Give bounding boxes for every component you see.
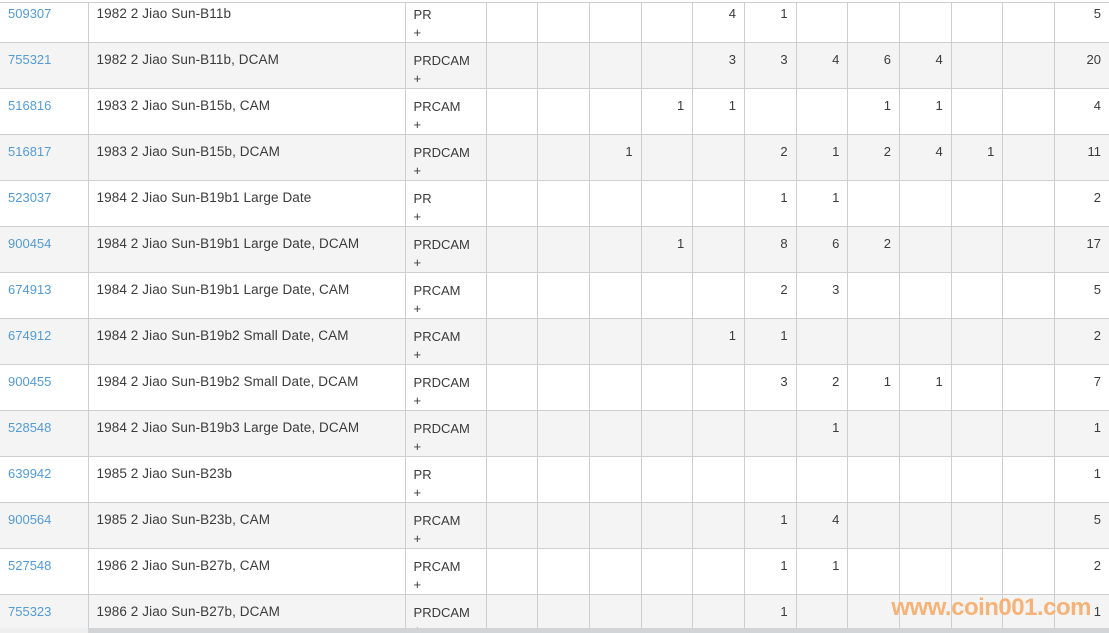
grade-count-cell: 1 <box>900 365 952 411</box>
grade-count-cell <box>589 227 641 273</box>
coin-id-cell <box>0 503 88 549</box>
grade-count-cell <box>900 3 952 43</box>
grade-count-cell <box>693 549 745 595</box>
grade-count-cell: 1 <box>744 319 796 365</box>
grade-count-cell <box>693 227 745 273</box>
designation-plus: + <box>413 255 422 270</box>
coin-id-link[interactable]: 516817 <box>8 144 52 159</box>
grade-count-cell <box>693 411 745 457</box>
grade-count-cell <box>641 273 693 319</box>
population-table <box>0 2 1109 633</box>
designation-label: PRCAM <box>413 329 461 344</box>
grade-count-cell <box>641 365 693 411</box>
grade-count-cell <box>589 549 641 595</box>
designation-label: PR <box>413 467 432 482</box>
grade-count-cell: 4 <box>796 503 848 549</box>
grade-count-cell <box>486 273 538 319</box>
coin-id-cell <box>0 549 88 595</box>
designation-cell <box>405 549 486 595</box>
grade-count-cell <box>796 89 848 135</box>
total-cell: 4 <box>1055 89 1109 135</box>
grade-count-cell: 2 <box>848 135 900 181</box>
coin-description: 1985 2 Jiao Sun-B23b <box>88 457 405 503</box>
grade-count-cell <box>641 181 693 227</box>
designation-plus: + <box>413 531 422 546</box>
designation-plus: + <box>413 71 422 86</box>
total-cell: 20 <box>1055 43 1109 89</box>
designation-plus: + <box>413 393 422 408</box>
designation-label: PRCAM <box>413 283 461 298</box>
total-cell: 5 <box>1055 273 1109 319</box>
total-cell: 1 <box>1055 457 1109 503</box>
designation-label: PR <box>413 191 432 206</box>
total-cell: 1 <box>1055 411 1109 457</box>
coin-id-link[interactable]: 900564 <box>8 512 52 527</box>
grade-count-cell <box>589 319 641 365</box>
table-row <box>0 181 1109 227</box>
designation-cell <box>405 181 486 227</box>
grade-count-cell: 4 <box>900 135 952 181</box>
grade-count-cell: 2 <box>744 273 796 319</box>
grade-count-cell <box>1003 43 1055 89</box>
total-cell: 17 <box>1055 227 1109 273</box>
grade-count-cell: 3 <box>744 43 796 89</box>
grade-count-cell <box>538 89 590 135</box>
grade-count-cell <box>641 411 693 457</box>
table-row <box>0 227 1109 273</box>
grade-count-cell <box>538 457 590 503</box>
designation-cell <box>405 273 486 319</box>
grade-count-cell <box>538 135 590 181</box>
grade-count-cell <box>486 227 538 273</box>
designation-cell <box>405 43 486 89</box>
grade-count-cell <box>693 503 745 549</box>
grade-count-cell: 1 <box>744 181 796 227</box>
grade-count-cell: 1 <box>589 135 641 181</box>
coin-description: 1986 2 Jiao Sun-B27b, CAM <box>88 549 405 595</box>
coin-description: 1983 2 Jiao Sun-B15b, DCAM <box>88 135 405 181</box>
coin-id-link[interactable]: 755321 <box>8 52 52 67</box>
designation-label: PR <box>413 7 432 22</box>
grade-count-cell <box>538 319 590 365</box>
designation-plus: + <box>413 117 422 132</box>
coin-id-cell <box>0 273 88 319</box>
designation-label: PRCAM <box>413 559 461 574</box>
scrollbar-thumb[interactable] <box>88 628 1109 633</box>
grade-count-cell <box>1003 319 1055 365</box>
table-row <box>0 549 1109 595</box>
coin-id-link[interactable]: 755323 <box>8 604 52 619</box>
grade-count-cell: 1 <box>796 411 848 457</box>
coin-id-link[interactable]: 674912 <box>8 328 52 343</box>
coin-id-link[interactable]: 509307 <box>8 6 52 21</box>
coin-description: 1984 2 Jiao Sun-B19b3 Large Date, DCAM <box>88 411 405 457</box>
table-row <box>0 365 1109 411</box>
grade-count-cell <box>486 411 538 457</box>
grade-count-cell: 1 <box>744 549 796 595</box>
grade-count-cell <box>900 549 952 595</box>
grade-count-cell: 1 <box>641 227 693 273</box>
coin-id-link[interactable]: 639942 <box>8 466 52 481</box>
coin-id-cell <box>0 227 88 273</box>
grade-count-cell <box>486 181 538 227</box>
grade-count-cell <box>538 273 590 319</box>
table-row <box>0 135 1109 181</box>
table-row <box>0 457 1109 503</box>
grade-count-cell <box>486 365 538 411</box>
grade-count-cell <box>589 503 641 549</box>
total-cell: 7 <box>1055 365 1109 411</box>
grade-count-cell <box>848 503 900 549</box>
grade-count-cell <box>951 227 1003 273</box>
grade-count-cell: 1 <box>693 319 745 365</box>
coin-id-link[interactable]: 900455 <box>8 374 52 389</box>
grade-count-cell <box>589 3 641 43</box>
coin-description: 1984 2 Jiao Sun-B19b2 Small Date, DCAM <box>88 365 405 411</box>
designation-label: PRDCAM <box>413 605 470 620</box>
grade-count-cell <box>900 273 952 319</box>
grade-count-cell <box>796 319 848 365</box>
table-row <box>0 273 1109 319</box>
table-row <box>0 89 1109 135</box>
grade-count-cell: 1 <box>744 595 796 633</box>
grade-count-cell: 1 <box>744 503 796 549</box>
grade-count-cell: 3 <box>693 43 745 89</box>
grade-count-cell: 1 <box>744 3 796 43</box>
grade-count-cell <box>486 89 538 135</box>
grade-count-cell <box>848 319 900 365</box>
grade-count-cell <box>1003 365 1055 411</box>
designation-plus: + <box>413 301 422 316</box>
coin-id-link[interactable]: 523037 <box>8 190 52 205</box>
grade-count-cell <box>951 411 1003 457</box>
grade-count-cell <box>538 43 590 89</box>
designation-label: PRDCAM <box>413 237 470 252</box>
grade-count-cell <box>848 411 900 457</box>
coin-description: 1982 2 Jiao Sun-B11b <box>88 3 405 43</box>
coin-id-link[interactable]: 900454 <box>8 236 52 251</box>
grade-count-cell <box>744 411 796 457</box>
grade-count-cell <box>641 135 693 181</box>
grade-count-cell: 2 <box>848 227 900 273</box>
designation-cell <box>405 135 486 181</box>
designation-cell <box>405 365 486 411</box>
coin-description: 1984 2 Jiao Sun-B19b1 Large Date <box>88 181 405 227</box>
grade-count-cell <box>486 457 538 503</box>
grade-count-cell <box>538 3 590 43</box>
grade-count-cell <box>693 457 745 503</box>
designation-label: PRDCAM <box>413 421 470 436</box>
coin-id-link[interactable]: 516816 <box>8 98 52 113</box>
designation-cell <box>405 457 486 503</box>
grade-count-cell <box>1003 503 1055 549</box>
grade-count-cell <box>641 457 693 503</box>
grade-count-cell <box>951 181 1003 227</box>
grade-count-cell <box>848 457 900 503</box>
grade-count-cell: 1 <box>693 89 745 135</box>
coin-id-cell <box>0 411 88 457</box>
grade-count-cell: 1 <box>900 89 952 135</box>
grade-count-cell <box>538 549 590 595</box>
grade-count-cell <box>538 227 590 273</box>
grade-count-cell <box>951 273 1003 319</box>
coin-id-link[interactable]: 528548 <box>8 420 52 435</box>
coin-id-cell <box>0 135 88 181</box>
table-body <box>0 3 1109 633</box>
grade-count-cell <box>951 365 1003 411</box>
grade-count-cell <box>1003 549 1055 595</box>
designation-label: PRDCAM <box>413 375 470 390</box>
grade-count-cell <box>744 89 796 135</box>
grade-count-cell <box>538 181 590 227</box>
grade-count-cell <box>641 549 693 595</box>
designation-plus: + <box>413 485 422 500</box>
grade-count-cell <box>951 549 1003 595</box>
coin-id-cell <box>0 181 88 227</box>
table-row <box>0 411 1109 457</box>
total-cell: 11 <box>1055 135 1109 181</box>
grade-count-cell: 1 <box>848 365 900 411</box>
designation-cell <box>405 411 486 457</box>
grade-count-cell <box>589 89 641 135</box>
total-cell: 1 <box>1055 595 1109 633</box>
designation-label: PRDCAM <box>413 53 470 68</box>
grade-count-cell <box>848 181 900 227</box>
grade-count-cell <box>589 457 641 503</box>
grade-count-cell <box>486 503 538 549</box>
grade-count-cell <box>486 43 538 89</box>
coin-id-cell <box>0 89 88 135</box>
coin-id-cell <box>0 319 88 365</box>
grade-count-cell: 4 <box>693 3 745 43</box>
coin-id-link[interactable]: 674913 <box>8 282 52 297</box>
grade-count-cell <box>951 43 1003 89</box>
table-row <box>0 43 1109 89</box>
grade-count-cell: 3 <box>744 365 796 411</box>
designation-plus: + <box>413 577 422 592</box>
grade-count-cell: 1 <box>796 549 848 595</box>
grade-count-cell <box>589 365 641 411</box>
grade-count-cell <box>1003 457 1055 503</box>
designation-plus: + <box>413 25 422 40</box>
grade-count-cell <box>693 135 745 181</box>
designation-cell <box>405 319 486 365</box>
grade-count-cell <box>1003 181 1055 227</box>
total-cell: 5 <box>1055 503 1109 549</box>
total-cell: 5 <box>1055 3 1109 43</box>
grade-count-cell <box>538 365 590 411</box>
coin-description: 1982 2 Jiao Sun-B11b, DCAM <box>88 43 405 89</box>
coin-description: 1983 2 Jiao Sun-B15b, CAM <box>88 89 405 135</box>
coin-id-link[interactable]: 527548 <box>8 558 52 573</box>
grade-count-cell <box>848 3 900 43</box>
grade-count-cell <box>1003 273 1055 319</box>
grade-count-cell: 3 <box>796 273 848 319</box>
grade-count-cell <box>1003 3 1055 43</box>
grade-count-cell: 1 <box>951 135 1003 181</box>
grade-count-cell <box>900 181 952 227</box>
grade-count-cell <box>900 319 952 365</box>
grade-count-cell <box>796 3 848 43</box>
grade-count-cell <box>693 273 745 319</box>
grade-count-cell <box>951 457 1003 503</box>
designation-plus: + <box>413 347 422 362</box>
grade-count-cell <box>589 411 641 457</box>
grade-count-cell: 2 <box>796 365 848 411</box>
grade-count-cell <box>641 503 693 549</box>
grade-count-cell <box>589 43 641 89</box>
coin-id-cell <box>0 43 88 89</box>
grade-count-cell <box>1003 89 1055 135</box>
grade-count-cell <box>900 503 952 549</box>
designation-label: PRCAM <box>413 99 461 114</box>
designation-label: PRDCAM <box>413 145 470 160</box>
grade-count-cell <box>589 273 641 319</box>
grade-count-cell <box>486 549 538 595</box>
grade-count-cell <box>1003 135 1055 181</box>
grade-count-cell: 1 <box>848 89 900 135</box>
grade-count-cell <box>486 135 538 181</box>
coin-id-cell <box>0 3 88 43</box>
grade-count-cell <box>538 411 590 457</box>
grade-count-cell: 1 <box>796 135 848 181</box>
table-row <box>0 3 1109 43</box>
grade-count-cell <box>848 549 900 595</box>
grade-count-cell <box>951 503 1003 549</box>
designation-cell <box>405 503 486 549</box>
grade-count-cell <box>538 503 590 549</box>
designation-label: PRCAM <box>413 513 461 528</box>
table-row <box>0 503 1109 549</box>
grade-count-cell: 4 <box>900 43 952 89</box>
grade-count-cell <box>848 273 900 319</box>
coin001-watermark: www.coin001.com <box>891 594 1091 621</box>
grade-count-cell <box>1003 411 1055 457</box>
grade-count-cell <box>641 319 693 365</box>
grade-count-cell <box>951 89 1003 135</box>
grade-count-cell <box>951 319 1003 365</box>
grade-count-cell <box>900 227 952 273</box>
total-cell: 2 <box>1055 181 1109 227</box>
coin-description: 1986 2 Jiao Sun-B27b, DCAM <box>88 595 405 633</box>
horizontal-scrollbar[interactable] <box>0 628 1109 633</box>
coin-description: 1985 2 Jiao Sun-B23b, CAM <box>88 503 405 549</box>
grade-count-cell: 2 <box>744 135 796 181</box>
designation-cell <box>405 3 486 43</box>
grade-count-cell: 8 <box>744 227 796 273</box>
designation-plus: + <box>413 209 422 224</box>
grade-count-cell: 6 <box>848 43 900 89</box>
designation-cell <box>405 227 486 273</box>
designation-plus: + <box>413 439 422 454</box>
coin-id-cell <box>0 457 88 503</box>
grade-count-cell: 1 <box>641 89 693 135</box>
grade-count-cell: 1 <box>796 181 848 227</box>
coin-description: 1984 2 Jiao Sun-B19b2 Small Date, CAM <box>88 319 405 365</box>
total-cell: 2 <box>1055 549 1109 595</box>
designation-plus: + <box>413 163 422 178</box>
grade-count-cell <box>486 3 538 43</box>
grade-count-cell <box>744 457 796 503</box>
grade-count-cell <box>641 3 693 43</box>
grade-count-cell <box>486 319 538 365</box>
grade-count-cell <box>951 3 1003 43</box>
grade-count-cell <box>589 181 641 227</box>
grade-count-cell <box>900 457 952 503</box>
grade-count-cell: 6 <box>796 227 848 273</box>
coin-id-cell <box>0 365 88 411</box>
table-row <box>0 319 1109 365</box>
coin-description: 1984 2 Jiao Sun-B19b1 Large Date, DCAM <box>88 227 405 273</box>
grade-count-cell <box>641 43 693 89</box>
grade-count-cell <box>693 181 745 227</box>
grade-count-cell <box>796 457 848 503</box>
grade-count-cell <box>693 365 745 411</box>
grade-count-cell: 4 <box>796 43 848 89</box>
grade-count-cell <box>1003 227 1055 273</box>
grade-count-cell <box>900 411 952 457</box>
total-cell: 2 <box>1055 319 1109 365</box>
designation-cell <box>405 89 486 135</box>
coin-description: 1984 2 Jiao Sun-B19b1 Large Date, CAM <box>88 273 405 319</box>
